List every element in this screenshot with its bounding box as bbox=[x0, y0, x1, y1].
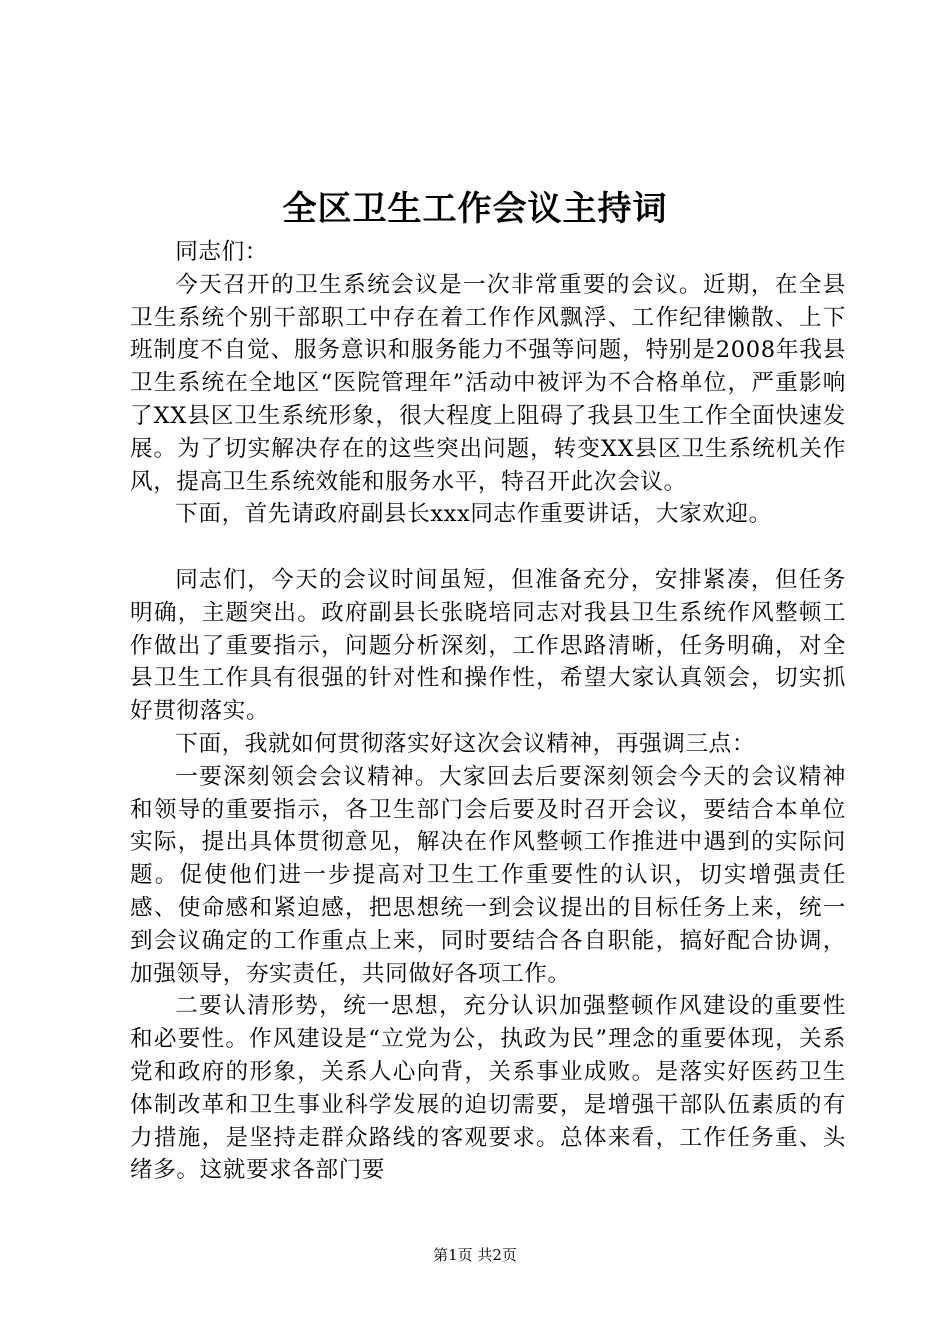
paragraph-point-one: 一要深刻领会会议精神。大家回去后要深刻领会今天的会议精神和领导的重要指示，各卫生部门会后要及时召开会议，要结合本单位实际，提出具体贯彻意见，解决在作风整顿工作推进中遇到的实际问题。促使他们进一步提高对卫生工作重要性的认识，切实增强责任感、使命感和紧迫感，把思想统一到会议提出的目标任务上来，统一到会议确定的工作重点上来，同时要结合各自职能，搞好配合协调，加强领导，夯实责任，共同做好各项工作。 bbox=[130, 763, 846, 987]
page-footer: 第1页 共2页 bbox=[433, 1246, 517, 1264]
document-title: 全区卫生工作会议主持词 bbox=[282, 189, 668, 229]
paragraph-three-points: 下面，我就如何贯彻落实好这次会议精神，再强调三点： bbox=[175, 730, 756, 757]
paragraph-greeting: 同志们： bbox=[175, 239, 268, 265]
document-body bbox=[130, 236, 846, 1187]
paragraph-point-two: 二要认清形势，统一思想，充分认识加强整顿作风建设的重要性和必要性。作风建设是“立党为公，执政为民”理念的重要体现，关系党和政府的形象，关系人心向背，关系事业成败。是落实好医药卫生体制改革和卫生事业科学发展的迫切需要，是增强干部队伍素质的有力措施，是坚持走群众路线的客观要求。总体来看，工作任务重、头绪多。这就要求各部门要 bbox=[130, 993, 846, 1184]
paragraph-speaker-invite: 下面，首先请政府副县长xxx同志作重要讲话，大家欢迎。 bbox=[175, 501, 772, 528]
paragraph-summary: 同志们，今天的会议时间虽短，但准备充分，安排紧凑，但任务明确，主题突出。政府副县长张晓培同志对我县卫生系统作风整顿工作做出了重要指示，问题分析深刻，工作思路清晰，任务明确，对全县卫生工作具有很强的针对性和操作性，希望大家认真领会，切实抓好贯彻落实。 bbox=[130, 566, 846, 725]
paragraph-intro: 今天召开的卫生系统会议是一次非常重要的会议。近期，在全县卫生系统个别干部职工中存在着工作作风飘浮、工作纪律懒散、上下班制度不自觉、服务意识和服务能力不强等问题，特别是2008年我县卫生系统在全地区“医院管理年”活动中被评为不合格单位，严重影响了XX县区卫生系统形象，很大程度上阻碍了我县卫生工作全面快速发展。为了切实解决存在的这些突出问题，转变XX县区卫生系统机关作风，提高卫生系统效能和服务水平，特召开此次会议。 bbox=[130, 271, 846, 495]
